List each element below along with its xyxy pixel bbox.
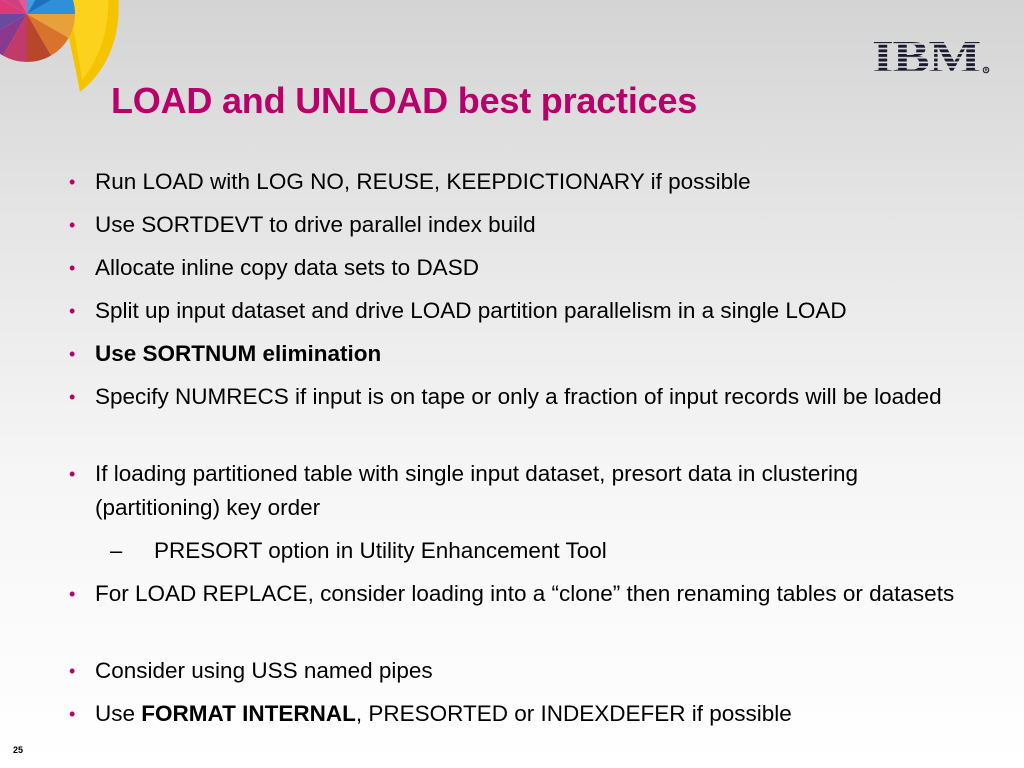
sub-bullet-text: PRESORT option in Utility Enhancement Tool: [154, 538, 607, 563]
bullet-marker: •: [69, 661, 76, 681]
bullet-text: Use SORTNUM elimination: [95, 341, 382, 366]
bullet-item: [69, 208, 980, 242]
bullet-text: Split up input dataset and drive LOAD partition parallelism in a single LOAD: [95, 298, 847, 323]
sub-bullet-marker: –: [110, 538, 123, 563]
bullet-text-bold: FORMAT INTERNAL: [141, 701, 356, 726]
registered-mark-letter: R: [984, 67, 988, 73]
bullet-text: Run LOAD with LOG NO, REUSE, KEEPDICTIONARY if possible: [95, 169, 751, 194]
bullet-text: Specify NUMRECS if input is on tape or only a fraction of input records will be loaded: [95, 384, 942, 409]
bullet-marker: •: [69, 344, 76, 364]
ibm-logo-text: IBM: [872, 31, 981, 79]
bullet-text: Consider using USS named pipes: [95, 658, 433, 683]
bullet-item: [69, 654, 980, 688]
bullet-item: [69, 294, 980, 328]
bullet-text: Use SORTDEVT to drive parallel index build: [95, 212, 536, 237]
bullet-marker: •: [69, 301, 76, 321]
bullet-marker: •: [69, 584, 76, 604]
slide-title: LOAD and UNLOAD best practices: [111, 80, 698, 121]
bullet-marker: •: [69, 704, 76, 724]
bullet-marker: •: [69, 215, 76, 235]
bullet-item: [69, 697, 980, 731]
bullet-marker: •: [69, 258, 76, 278]
bullet-marker: •: [69, 387, 76, 407]
bullet-item: [69, 251, 980, 285]
bullet-item: [69, 577, 980, 611]
sub-bullet-item: [110, 534, 974, 568]
bullet-text: If loading partitioned table with single input dataset, presort data in clustering (partitioning) key order: [95, 461, 858, 520]
bullet-item: [69, 380, 980, 414]
bullet-text-pre: Use: [95, 701, 142, 726]
bullet-text: Allocate inline copy data sets to DASD: [95, 255, 479, 280]
bullet-text-post: , PRESORTED or INDEXDEFER if possible: [355, 701, 792, 726]
bullet-item: [69, 337, 980, 371]
bullet-item: [69, 165, 980, 199]
bullet-marker: •: [69, 172, 76, 192]
bullet-marker: •: [69, 464, 76, 484]
bullet-item: [69, 457, 980, 525]
page-number: 25: [13, 745, 24, 755]
bullet-text: For LOAD REPLACE, consider loading into a “clone” then renaming tables or datasets: [95, 581, 955, 606]
